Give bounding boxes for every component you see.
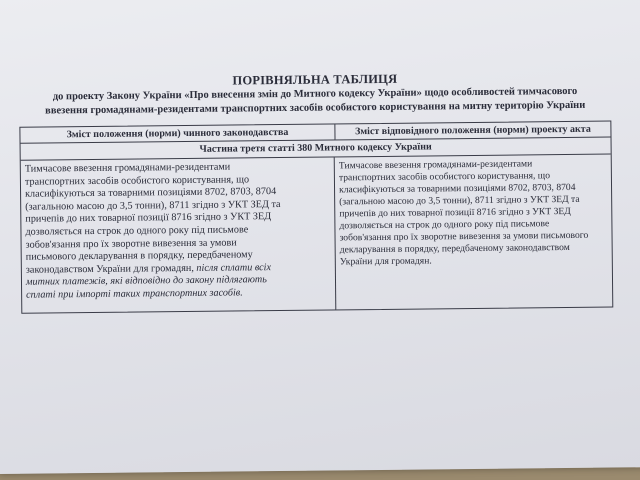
header-draft-act: Зміст відповідного положення (норми) проекту акта [355, 123, 591, 138]
section-row: Частина третя статті 380 Митного кодексу України [21, 138, 611, 161]
text-line: транспортних засобів особистого користування, що [338, 170, 551, 184]
document-subtitle [5, 84, 625, 117]
subtitle-line: ввезення громадянами-резидентами транспортних засобів особистого користування на митну територію України [45, 99, 586, 116]
text-normal: законодавством України для громадян, [25, 262, 197, 276]
text-line: (загальною масою до 3,5 тонни), 8711 згідно з УКТ ЗЕД та [25, 198, 281, 213]
text-line: декларування в порядку, передбаченому законодавством [339, 241, 570, 256]
current-law-text [21, 157, 337, 312]
text-line: класифікуються за товарними позиціями 8702, 8703, 8704 [338, 181, 576, 196]
text-line: причепів до них товарної позиції 8716 згідно з УКТ ЗЕД [25, 211, 272, 226]
text-line: зобов'язання про їх зворотне вивезення за умови письмового [339, 229, 589, 244]
draft-act-text [335, 155, 613, 310]
text-line: (загальною масою до 3,5 тонни), 8711 згідно з УКТ ЗЕД та [339, 193, 580, 208]
text-line: Тимчасове ввезення громадянами-резидентами [338, 158, 533, 172]
text-line: письмового декларування в порядку, передбаченому [25, 249, 253, 263]
subtitle-line: до проекту Закону України «Про внесення змін до Митного кодексу України» щодо особливостей тимчасового [52, 85, 578, 103]
text-line: зобов'язання про їх зворотне вивезення за умови [25, 237, 237, 251]
document-title: ПОРІВНЯЛЬНА ТАБЛИЦЯ [232, 71, 398, 88]
table-row [21, 155, 613, 313]
comparison-table [19, 121, 613, 314]
text-line: причепів до них товарної позиції 8716 згідно з УКТ ЗЕД [339, 205, 571, 220]
text-line: України для громадян. [339, 255, 432, 268]
text-line: транспортних засобів особистого користування, що [24, 173, 250, 188]
text-line: Тимчасове ввезення громадянами-резидентами [24, 161, 231, 175]
text-line: дозволяється на строк до одного року під письмове [25, 224, 249, 238]
text-line: класифікуються за товарними позиціями 8702, 8703, 8704 [25, 186, 277, 200]
text-line: дозволяється на строк до одного року під письмове [339, 218, 550, 232]
text-italic: після сплати всіх [196, 261, 272, 274]
header-current-law: Зміст положення (норми) чинного законодавства [20, 124, 335, 142]
text-line-italic: сплаті при імпорті таких транспортних засобів. [26, 287, 243, 301]
text-line-italic: митних платежів, які відповідно до закону підлягають [25, 274, 267, 289]
